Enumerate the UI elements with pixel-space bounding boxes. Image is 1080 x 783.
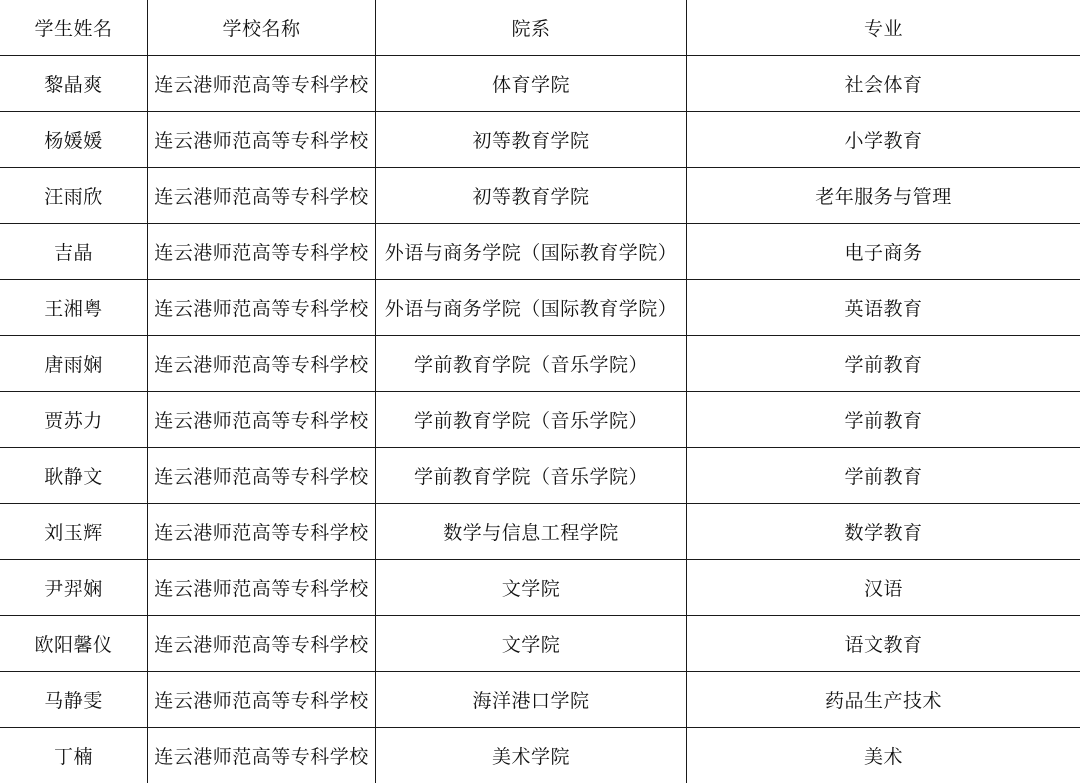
- table-row: [0, 672, 1080, 728]
- cell-school-name: 连云港师范高等专科学校: [148, 672, 376, 728]
- cell-department: 学前教育学院（音乐学院）: [376, 392, 687, 448]
- header-student-name: 学生姓名: [0, 0, 148, 56]
- cell-school-name: 连云港师范高等专科学校: [148, 224, 376, 280]
- header-department: 院系: [376, 0, 687, 56]
- cell-school-name: 连云港师范高等专科学校: [148, 56, 376, 112]
- cell-student-name: 刘玉辉: [0, 504, 148, 560]
- cell-major: 语文教育: [687, 616, 1080, 672]
- table-row: [0, 616, 1080, 672]
- cell-school-name: 连云港师范高等专科学校: [148, 336, 376, 392]
- cell-student-name: 唐雨娴: [0, 336, 148, 392]
- cell-major: 学前教育: [687, 392, 1080, 448]
- table-row: [0, 504, 1080, 560]
- table-row: [0, 560, 1080, 616]
- header-row: [0, 0, 1080, 56]
- cell-student-name: 耿静文: [0, 448, 148, 504]
- cell-major: 电子商务: [687, 224, 1080, 280]
- table-body: [0, 56, 1080, 783]
- cell-department: 美术学院: [376, 728, 687, 783]
- cell-school-name: 连云港师范高等专科学校: [148, 616, 376, 672]
- table-row: [0, 392, 1080, 448]
- cell-school-name: 连云港师范高等专科学校: [148, 560, 376, 616]
- cell-student-name: 丁楠: [0, 728, 148, 783]
- header-school-name: 学校名称: [148, 0, 376, 56]
- cell-student-name: 马静雯: [0, 672, 148, 728]
- cell-department: 初等教育学院: [376, 112, 687, 168]
- table-header: [0, 0, 1080, 56]
- cell-major: 数学教育: [687, 504, 1080, 560]
- cell-school-name: 连云港师范高等专科学校: [148, 112, 376, 168]
- cell-student-name: 吉晶: [0, 224, 148, 280]
- cell-student-name: 汪雨欣: [0, 168, 148, 224]
- cell-major: 汉语: [687, 560, 1080, 616]
- table-row: [0, 224, 1080, 280]
- cell-department: 外语与商务学院（国际教育学院）: [376, 224, 687, 280]
- cell-student-name: 黎晶爽: [0, 56, 148, 112]
- cell-department: 学前教育学院（音乐学院）: [376, 336, 687, 392]
- cell-school-name: 连云港师范高等专科学校: [148, 168, 376, 224]
- cell-student-name: 欧阳馨仪: [0, 616, 148, 672]
- cell-school-name: 连云港师范高等专科学校: [148, 728, 376, 783]
- table-row: [0, 168, 1080, 224]
- cell-student-name: 杨媛媛: [0, 112, 148, 168]
- cell-department: 文学院: [376, 560, 687, 616]
- table-row: [0, 56, 1080, 112]
- cell-student-name: 尹羿娴: [0, 560, 148, 616]
- cell-school-name: 连云港师范高等专科学校: [148, 280, 376, 336]
- cell-student-name: 贾苏力: [0, 392, 148, 448]
- cell-school-name: 连云港师范高等专科学校: [148, 448, 376, 504]
- cell-major: 英语教育: [687, 280, 1080, 336]
- cell-department: 体育学院: [376, 56, 687, 112]
- cell-department: 海洋港口学院: [376, 672, 687, 728]
- cell-department: 数学与信息工程学院: [376, 504, 687, 560]
- table-row: [0, 448, 1080, 504]
- cell-department: 学前教育学院（音乐学院）: [376, 448, 687, 504]
- cell-major: 学前教育: [687, 336, 1080, 392]
- table-row: [0, 280, 1080, 336]
- cell-major: 美术: [687, 728, 1080, 783]
- cell-student-name: 王湘粤: [0, 280, 148, 336]
- table-row: [0, 336, 1080, 392]
- table-row: [0, 112, 1080, 168]
- header-major: 专业: [687, 0, 1080, 56]
- cell-major: 小学教育: [687, 112, 1080, 168]
- cell-major: 社会体育: [687, 56, 1080, 112]
- cell-major: 学前教育: [687, 448, 1080, 504]
- cell-school-name: 连云港师范高等专科学校: [148, 504, 376, 560]
- cell-department: 外语与商务学院（国际教育学院）: [376, 280, 687, 336]
- table-row: [0, 728, 1080, 783]
- cell-school-name: 连云港师范高等专科学校: [148, 392, 376, 448]
- cell-major: 药品生产技术: [687, 672, 1080, 728]
- cell-department: 初等教育学院: [376, 168, 687, 224]
- cell-department: 文学院: [376, 616, 687, 672]
- cell-major: 老年服务与管理: [687, 168, 1080, 224]
